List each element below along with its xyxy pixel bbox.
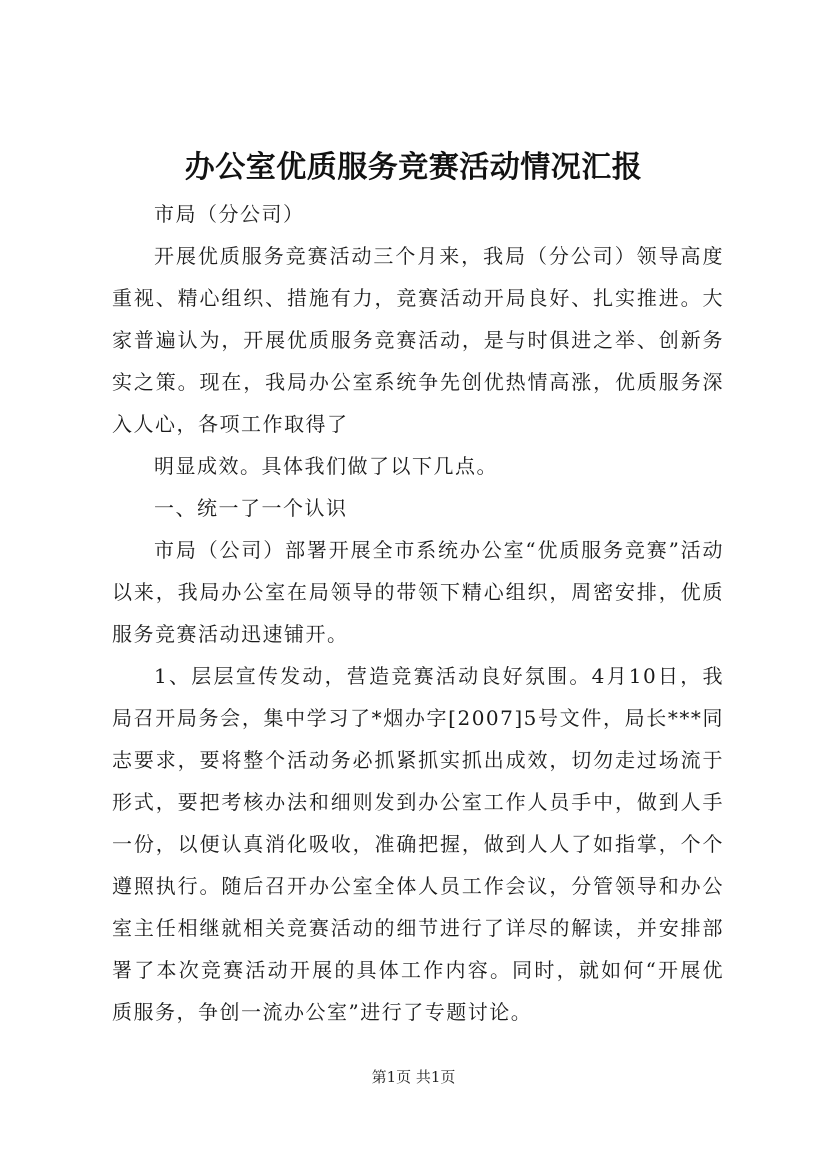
document-body (112, 193, 724, 1033)
paragraph-results: 明显成效。具体我们做了以下几点。 (154, 454, 498, 478)
paragraph-item-1: 1、层层宣传发动，营造竞赛活动良好氛围。4月10日，我局召开局务会，集中学习了*烟办字[2007]5号文件，局长***同志要求，要将整个活动务必抓紧抓实抓出成效，切勿走过场流于形式，要把考核办法和细则发到办公室工作人员手中，做到人手一份，以便认真消化吸收，准确把握，做到人人了如指掌，个个遵照执行。随后召开办公室全体人员工作会议，分管领导和办公室主任相继就相关竞赛活动的细节进行了详尽的解读，并安排部署了本次竞赛活动开展的具体工作内容。同时，就如何“开展优质服务，争创一流办公室”进行了专题讨论。 (112, 664, 724, 1024)
section-heading-1: 一、统一了一个认识 (154, 496, 348, 520)
paragraph-section-1: 市局（公司）部署开展全市系统办公室“优质服务竞赛”活动以来，我局办公室在局领导的带领下精心组织，周密安排，优质服务竞赛活动迅速铺开。 (112, 538, 724, 646)
document-title: 办公室优质服务竞赛活动情况汇报 (184, 150, 643, 185)
paragraph-intro: 开展优质服务竞赛活动三个月来，我局（分公司）领导高度重视、精心组织、措施有力，竞赛活动开局良好、扎实推进。大家普遍认为，开展优质服务竞赛活动，是与时俱进之举、创新务实之策。现在，我局办公室系统争先创优热情高涨，优质服务深入人心，各项工作取得了 (112, 244, 724, 436)
page-footer: 第1页 共1页 (371, 1068, 456, 1086)
paragraph-recipient: 市局（分公司） (154, 202, 305, 226)
